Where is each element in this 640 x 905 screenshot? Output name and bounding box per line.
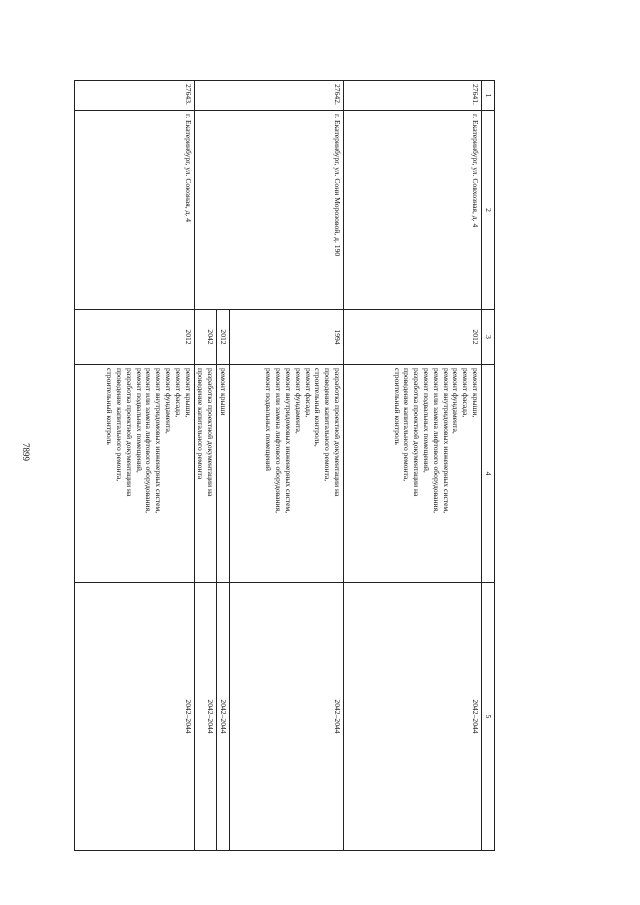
header-col-1: 1 [482,81,495,111]
table-row [230,81,344,851]
row-id: 27642. [194,81,343,111]
work-item: ремонт фасада, [461,368,471,418]
work-item: ремонт фундамента, [164,368,174,434]
row-id: 27641. [344,81,482,111]
work-item: разработка проектной документации на [124,368,134,497]
work-item: ремонт подвальных помещений, [422,368,432,473]
table-row [344,81,482,851]
work-item: ремонт фасада, [173,368,183,418]
work-item: ремонт фасада, [303,368,313,418]
work-item: строительный контроль [392,368,402,445]
header-col-5: 5 [482,583,495,851]
work-item: ремонт внутридомовых инженерных систем, [154,368,164,514]
work-item: ремонт крыши, [471,368,480,418]
row-works [230,365,344,583]
subrow-works [194,365,217,583]
work-item: проведение капитального ремонта, [323,368,333,482]
work-item: ремонт внутридомовых инженерных систем, [284,368,294,514]
work-item: ремонт или замена лифтового оборудования, [144,368,154,513]
row-works [344,365,482,583]
rotated-page [85,80,495,850]
row-year: 1994 [230,310,344,365]
header-row [482,81,495,851]
table-row [74,81,194,851]
work-item: проведение капитального ремонта, [115,368,125,482]
work-item: разработка проектной документации на [412,368,422,497]
work-item: разработка проектной документации на [333,368,342,497]
subrow-period: 2042–2044 [194,583,217,851]
row-year: 2012 [74,310,194,365]
subrow-period: 2042–2044 [217,583,230,851]
header-col-3: 3 [482,310,495,365]
work-item: строительный контроль [105,368,115,445]
work-item: строительный контроль, [313,368,323,447]
work-item: ремонт или замена лифтового оборудования, [431,368,441,513]
work-item: ремонт или замена лифтового оборудования, [274,368,284,513]
work-item: ремонт крыши, [183,368,193,418]
row-works [74,365,194,583]
subrow-works [217,365,230,583]
row-address: г. Екатеринбург, ул. Совхозная, д. 4 [344,111,482,310]
work-item: проведение капитального ремонта [196,368,206,480]
row-period: 2042–2044 [344,583,482,851]
header-col-4: 4 [482,365,495,583]
row-address: г. Екатеринбург, ул. Союзная, д. 4 [74,111,194,310]
work-item: ремонт подвальных помещений, [134,368,144,473]
work-item: ремонт фундамента, [451,368,461,434]
row-year: 2012 [344,310,482,365]
work-item: разработка проектной документации на [206,368,216,497]
page-number: 7899 [21,443,31,461]
subrow-year: 2042 [194,310,217,365]
repair-schedule-table [74,80,495,851]
work-item: ремонт крыши [219,368,228,416]
work-item: ремонт внутридомовых инженерных систем, [441,368,451,514]
row-period: 2042–2044 [230,583,344,851]
row-period: 2042–2044 [74,583,194,851]
work-item: ремонт подвальных помещений [264,368,274,471]
row-id: 27643. [74,81,194,111]
work-item: проведение капитального ремонта, [402,368,412,482]
subrow-year: 2012 [217,310,230,365]
row-address: г. Екатеринбург, ул. Сони Морозовой, д. 190 [194,111,343,310]
header-col-2: 2 [482,111,495,310]
work-item: ремонт фундамента, [293,368,303,434]
